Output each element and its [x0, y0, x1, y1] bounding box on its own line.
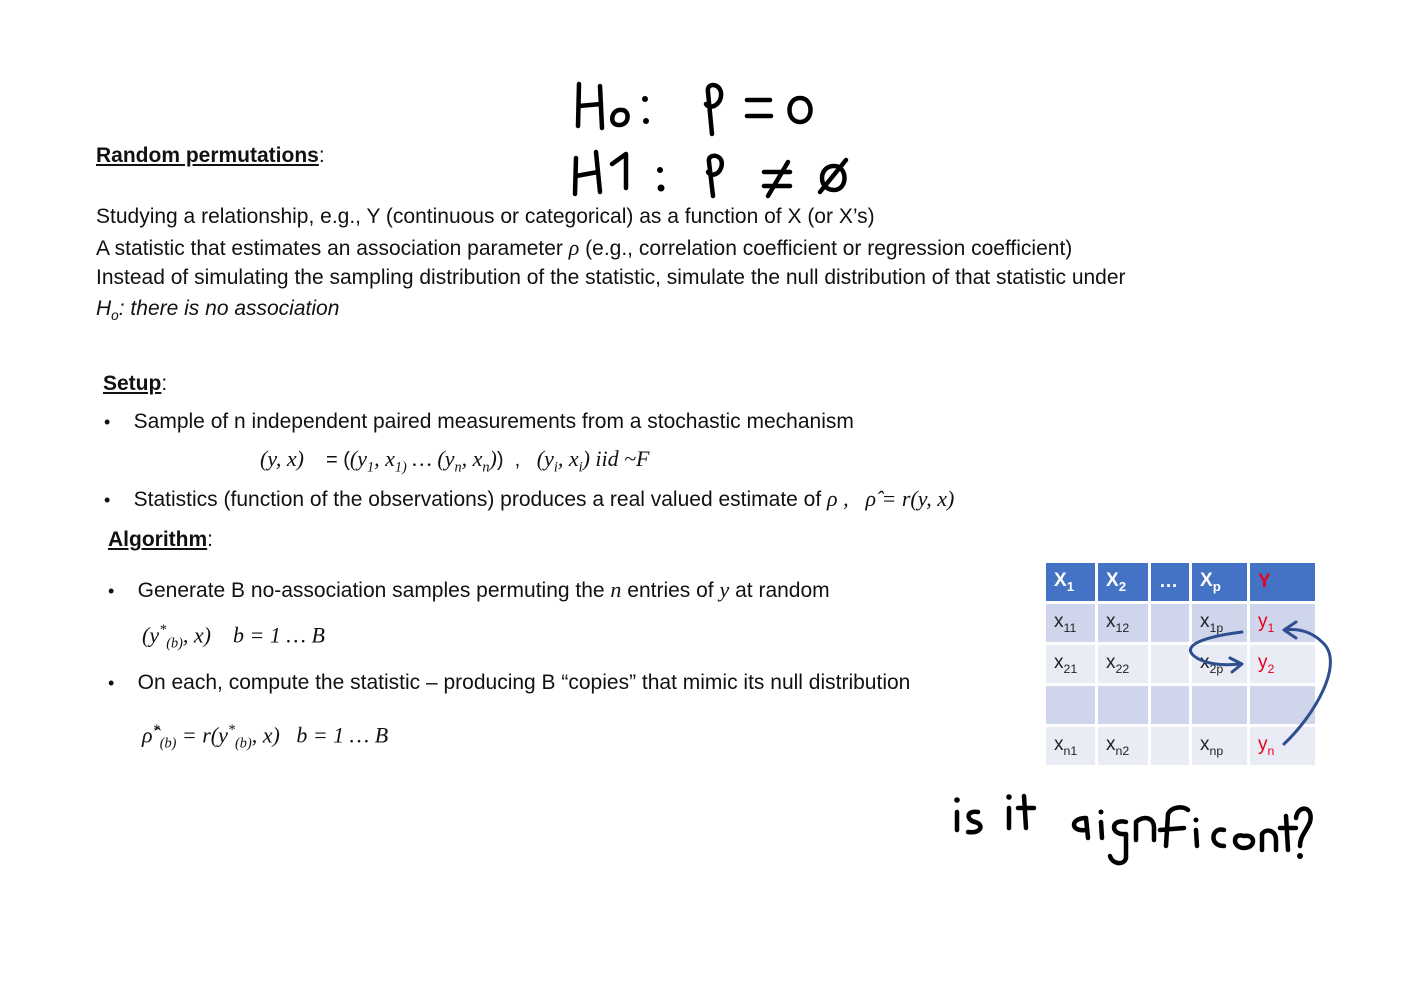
- table-cell: $x_{n1}$: [1045, 726, 1097, 767]
- table-cell: $x_{22}$: [1097, 644, 1150, 685]
- table-cell-y: $y_1$: [1249, 603, 1317, 644]
- setup-heading: Setup:: [103, 372, 168, 395]
- table-cell-y: $y_2$: [1249, 644, 1317, 685]
- table-cell: $x_{np}$: [1191, 726, 1249, 767]
- algorithm-heading: Algorithm:: [108, 528, 213, 551]
- setup-sample-formula: (y, x) = (($y_1$, $x_{1)}$ … ($y_n$, $x_n$)) , ($y_i$, $x_i$) iid ~F: [260, 446, 650, 476]
- column-header-xp: $X_p$: [1191, 562, 1249, 603]
- table-cell: $x_{12}$: [1097, 603, 1150, 644]
- table-cell-y: $y_n$: [1249, 726, 1317, 767]
- arrow-yn-to-y1: [1284, 630, 1330, 745]
- column-header-x2: $X_2$: [1097, 562, 1150, 603]
- intro-line-2: A statistic that estimates an association parameter ρ (e.g., correlation coefficient or regression coefficient): [96, 235, 1073, 260]
- setup-bullet-2: • Statistics (function of the observations) produces a real valued estimate of ρ , ρ̂ = r(y, x): [104, 486, 955, 511]
- intro-heading: Random permutations:: [96, 144, 325, 167]
- algorithm-permuted-sample: ($y^*_{(b)}$, x) b = 1 … B: [142, 622, 325, 652]
- table-cell: $x_{n2}$: [1097, 726, 1150, 767]
- table-cell: $x_{11}$: [1045, 603, 1097, 644]
- table-cell: $x_{21}$: [1045, 644, 1097, 685]
- algorithm-bullet-2: • On each, compute the statistic – producing B “copies” that mimic its null distribution: [108, 671, 911, 694]
- algorithm-statistic-formula: $\rhô^*_{(b)} = r(y^*_{(b)}$, x) b = 1 … B: [142, 722, 389, 752]
- intro-line-3: Instead of simulating the sampling distribution of the statistic, simulate the null distribution of that statistic under: [96, 266, 1126, 289]
- column-header-y: Y: [1249, 562, 1317, 603]
- column-header-x1: $X_1$: [1045, 562, 1097, 603]
- table-cell: $x_{2p}$: [1191, 644, 1249, 685]
- intro-line-1: Studying a relationship, e.g., Y (continuous or categorical) as a function of X (or X’s): [96, 205, 875, 228]
- column-header-ellipsis: …: [1150, 562, 1191, 603]
- setup-bullet-1: • Sample of n independent paired measurements from a stochastic mechanism: [104, 410, 854, 433]
- table-cell: $x_{1p}$: [1191, 603, 1249, 644]
- intro-line-4: $H_o$: there is no association: [96, 297, 340, 324]
- algorithm-bullet-1: • Generate B no-association samples permuting the n entries of y at random: [108, 577, 830, 602]
